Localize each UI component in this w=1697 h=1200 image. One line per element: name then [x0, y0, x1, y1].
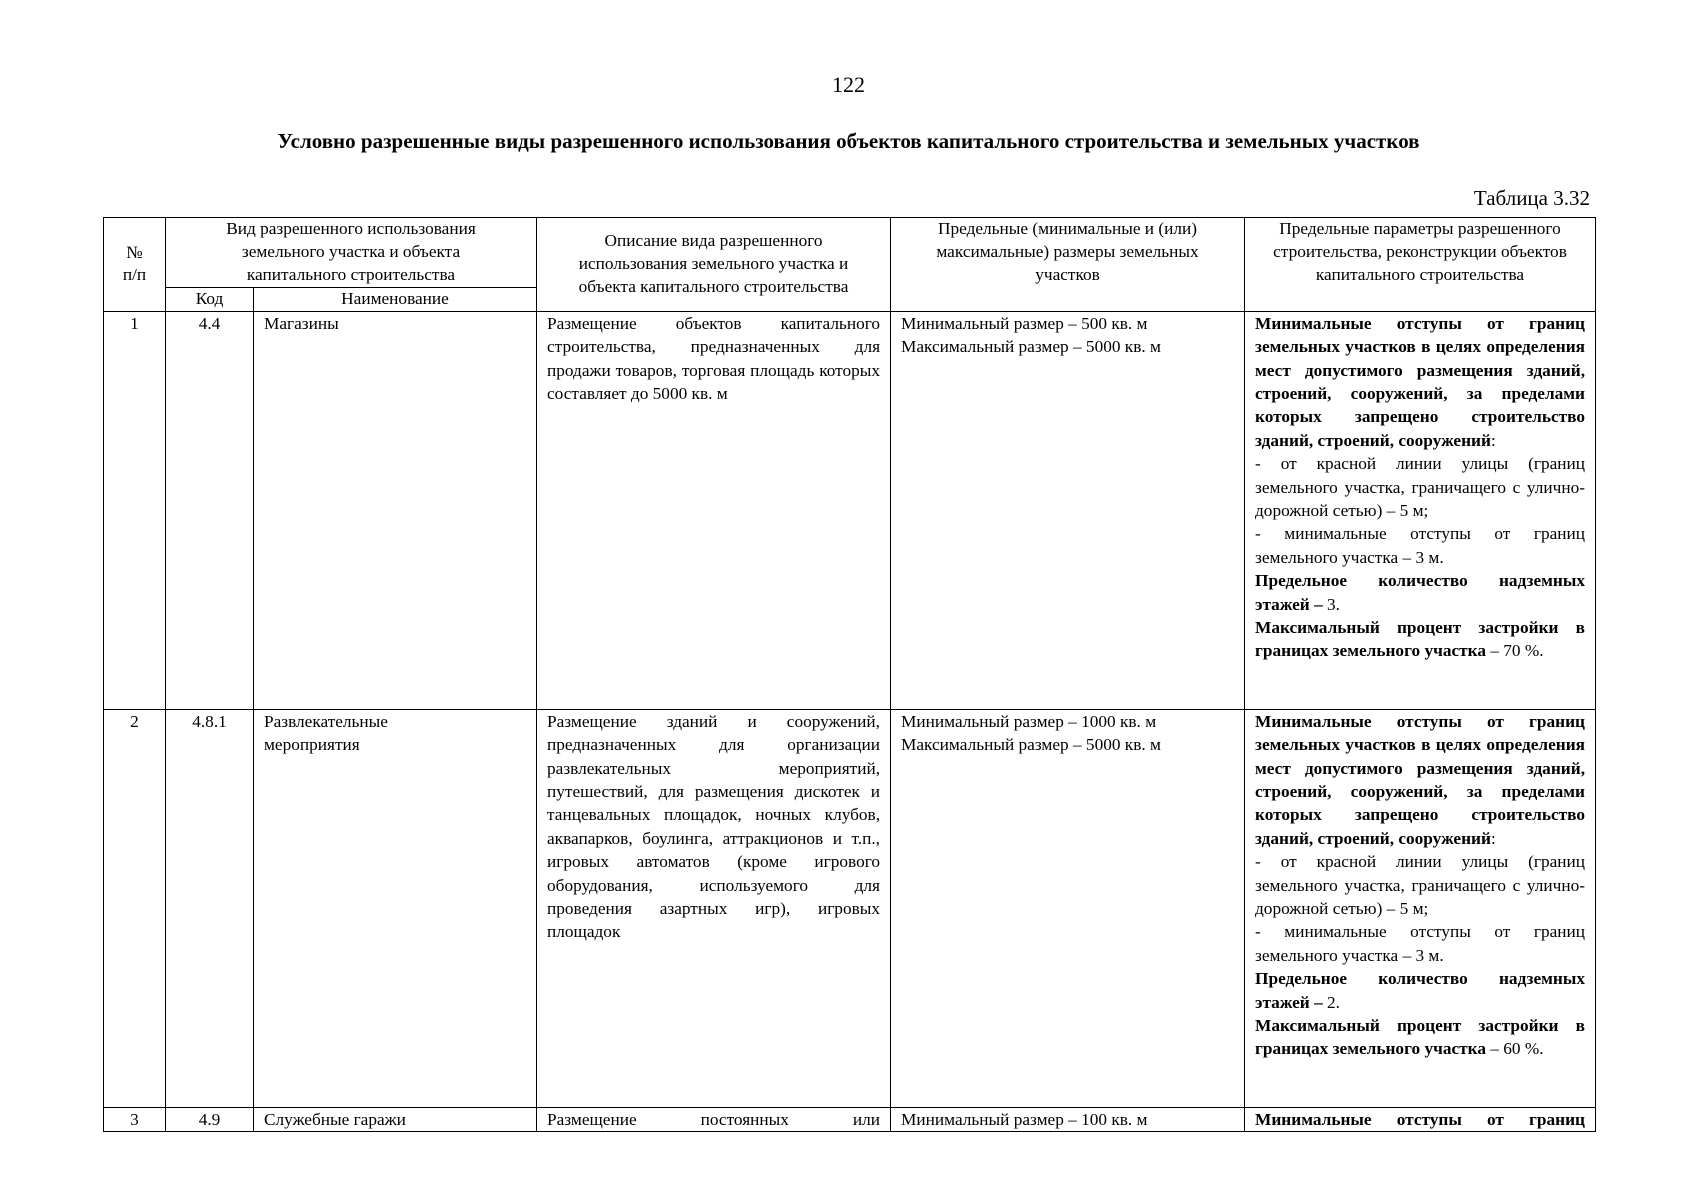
setback-red-line: - от красной линии улицы (границ земельного участка, граничащего с улично-дорожной сетью) – 5 м;	[1255, 852, 1586, 919]
row-params	[1245, 709, 1596, 1107]
floors-label: Предельное количество надземных этажей –	[1255, 969, 1586, 1012]
header-sizes: Предельные (минимальные и (или) максимальные) размеры земельных участков	[891, 218, 1245, 312]
row-description: Размещение объектов капитального строительства, предназначенных для продажи товаров, торговая площадь которых составляет до 5000 кв. м	[537, 311, 891, 709]
row-name: Развлекательные мероприятия	[254, 709, 537, 1107]
page-number: 122	[832, 72, 865, 97]
row-sizes	[891, 311, 1245, 709]
table-row	[104, 1107, 1596, 1131]
coverage-value: – 60 %.	[1485, 1039, 1544, 1059]
row-code: 4.9	[166, 1107, 254, 1131]
floors-label: Предельное количество надземных этажей –	[1255, 571, 1586, 614]
row-description: Размещение зданий и сооружений, предназначенных для организации развлекательных мероприятий, путешествий, для размещения дискотек и танцевальных площадок, ночных клубов, аквапарков, боулинга, аттракционов и т.п., игровых автоматов (кроме игрового оборудования, используемого для проведения азартных игр), игровых площадок	[537, 709, 891, 1107]
row-code: 4.8.1	[166, 709, 254, 1107]
row-name: Магазины	[254, 311, 537, 709]
header-code: Код	[166, 288, 254, 312]
row-code: 4.4	[166, 311, 254, 709]
header-params: Предельные параметры разрешенного строительства, реконструкции объектов капитального строительства	[1245, 218, 1596, 312]
setback-title: Минимальные отступы от границ земельных участков в целях определения мест допустимого размещения зданий, строений, сооружений, за пределами которых запрещено строительство зданий, строений, сооружений	[1255, 711, 1586, 848]
setback-min: - минимальные отступы от границ земельного участка – 3 м.	[1255, 922, 1586, 965]
setback-title: Минимальные отступы от границ земельных участков в целях определения мест допустимого размещения зданий, строений, сооружений, за пределами которых запрещено строительство зданий, строений, сооружений	[1255, 313, 1586, 450]
floors-value: 2.	[1322, 992, 1340, 1012]
document-title: Условно разрешенные виды разрешенного использования объектов капитального строительства и земельных участков	[277, 129, 1420, 153]
row-number: 3	[104, 1107, 166, 1131]
size-max: Максимальный размер – 5000 кв. м	[901, 735, 1161, 755]
floors-value: 3.	[1322, 594, 1340, 614]
size-min: Минимальный размер – 100 кв. м	[901, 1109, 1148, 1129]
row-number: 1	[104, 311, 166, 709]
header-row	[104, 218, 1596, 288]
row-params	[1245, 311, 1596, 709]
row-description: Размещение постоянных или	[537, 1107, 891, 1131]
header-description: Описание вида разрешенного использования земельного участка и объекта капитального строительства	[537, 218, 891, 312]
table-caption: Таблица 3.32	[1473, 186, 1590, 210]
row-name: Служебные гаражи	[254, 1107, 537, 1131]
size-max: Максимальный размер – 5000 кв. м	[901, 337, 1161, 357]
header-kind: Вид разрешенного использования земельного участка и объекта капитального строительства	[166, 218, 537, 288]
setback-title: Минимальные отступы от границ	[1255, 1109, 1586, 1129]
header-name: Наименование	[254, 288, 537, 312]
setback-colon: :	[1490, 430, 1496, 450]
row-sizes	[891, 1107, 1245, 1131]
setback-red-line: - от красной линии улицы (границ земельного участка, граничащего с улично-дорожной сетью) – 5 м;	[1255, 454, 1586, 521]
row-sizes	[891, 709, 1245, 1107]
setback-min: - минимальные отступы от границ земельного участка – 3 м.	[1255, 524, 1586, 567]
header-num: № п/п	[104, 218, 166, 312]
coverage-label: Максимальный процент застройки в границах земельного участка	[1255, 618, 1586, 661]
table-row	[104, 709, 1596, 1107]
land-use-table	[103, 217, 1596, 1132]
size-min: Минимальный размер – 500 кв. м	[901, 313, 1148, 333]
setback-colon: :	[1490, 828, 1496, 848]
row-params	[1245, 1107, 1596, 1131]
row-number: 2	[104, 709, 166, 1107]
size-min: Минимальный размер – 1000 кв. м	[901, 711, 1157, 731]
coverage-label: Максимальный процент застройки в границах земельного участка	[1255, 1016, 1586, 1059]
coverage-value: – 70 %.	[1485, 641, 1544, 661]
table-row	[104, 311, 1596, 709]
